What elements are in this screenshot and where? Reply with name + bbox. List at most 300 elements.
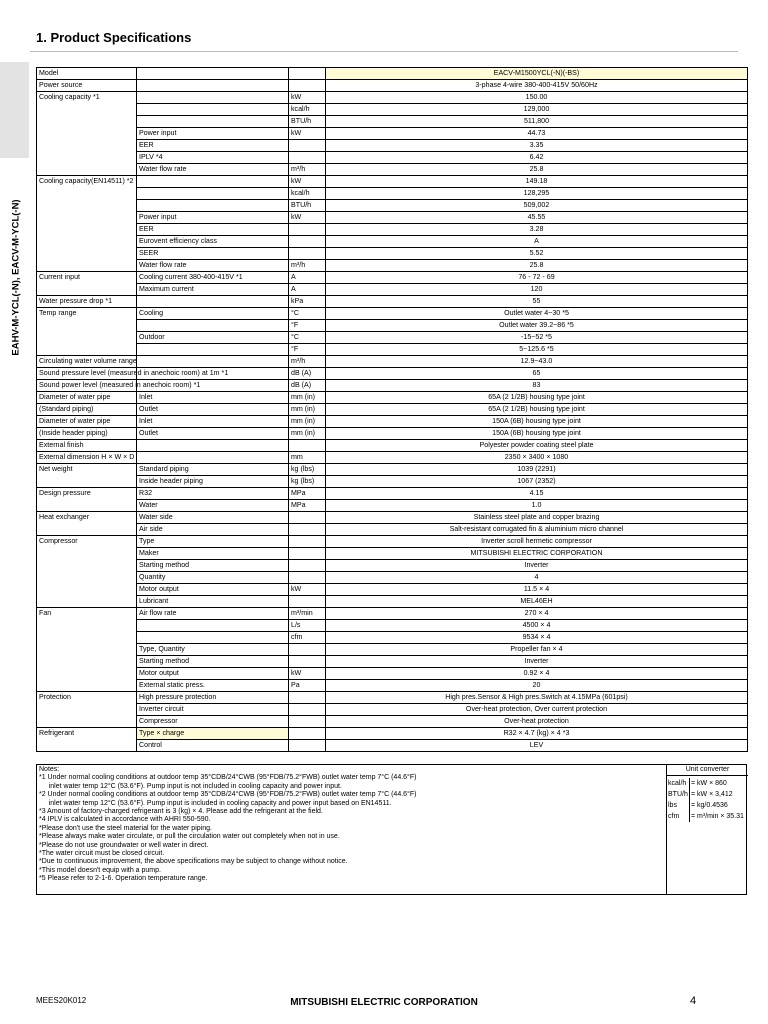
spec-subitem: Air side (137, 524, 289, 536)
spec-unit: kcal/h (289, 104, 326, 116)
spec-row (37, 344, 748, 356)
spec-item: Cooling capacity(EN14511) *2 (37, 176, 137, 188)
spec-item (37, 548, 137, 560)
spec-row (37, 224, 748, 236)
converter-row (667, 778, 748, 789)
spec-value: 0.92 × 4 (326, 668, 748, 680)
spec-item (37, 344, 137, 356)
spec-row (37, 488, 748, 500)
spec-item: External dimension H × W × D (37, 452, 137, 464)
spec-subitem: IPLV *4 (137, 152, 289, 164)
converter-formula: = kg/0.4536 (691, 802, 728, 809)
spec-unit: °F (289, 344, 326, 356)
spec-subitem: Water (137, 500, 289, 512)
spec-unit (289, 644, 326, 656)
spec-value: 4.15 (326, 488, 748, 500)
spec-item (37, 596, 137, 608)
spec-unit (289, 248, 326, 260)
note-line: *Due to continuous improvement, the above specifications may be subject to change without notice. (39, 858, 348, 866)
spec-item (37, 656, 137, 668)
spec-unit (289, 68, 326, 80)
spec-unit: kW (289, 128, 326, 140)
spec-unit (289, 716, 326, 728)
spec-subitem: Control (137, 740, 289, 752)
spec-value: 1067 (2352) (326, 476, 748, 488)
notes-title: Notes: (39, 766, 60, 773)
spec-item (37, 500, 137, 512)
spec-unit (289, 524, 326, 536)
spec-row (37, 188, 748, 200)
spec-unit: kcal/h (289, 188, 326, 200)
page-title: 1. Product Specifications (36, 30, 192, 45)
spec-subitem: Standard piping (137, 464, 289, 476)
spec-value: 6.42 (326, 152, 748, 164)
spec-item (37, 524, 137, 536)
converter-row (667, 789, 748, 800)
spec-value: 3.28 (326, 224, 748, 236)
note-line: *Please do not use groundwater or well water in direct. (39, 841, 209, 849)
spec-value: MITSUBISHI ELECTRIC CORPORATION (326, 548, 748, 560)
spec-unit: m³/h (289, 356, 326, 368)
spec-value: 76 - 72 - 69 (326, 272, 748, 284)
note-line: *Please don't use the steel material for the water piping. (39, 824, 212, 832)
spec-row (37, 272, 748, 284)
spec-subitem: Starting method (137, 656, 289, 668)
spec-unit (289, 692, 326, 704)
spec-unit (289, 740, 326, 752)
converter-formula: = kW × 860 (691, 780, 727, 787)
note-line: *2 Under normal cooling conditions at outdoor temp 35°CDB/24°CWB (95°FDB/75.2°FWB) outlet water temp 7°C (44.6°F) (39, 791, 417, 799)
spec-row (37, 716, 748, 728)
spec-value: Salt-resistant corrugated fin & aluminium micro channel (326, 524, 748, 536)
spec-value: 3.35 (326, 140, 748, 152)
note-line: *4 IPLV is calculated in accordance with AHRI 550-590. (39, 816, 211, 824)
spec-item (37, 716, 137, 728)
spec-value: 45.55 (326, 212, 748, 224)
spec-unit: BTU/h (289, 200, 326, 212)
spec-row (37, 164, 748, 176)
spec-row (37, 416, 748, 428)
spec-row (37, 668, 748, 680)
spec-row (37, 104, 748, 116)
spec-value: Outlet water 39.2~86 *5 (326, 320, 748, 332)
notes-list (37, 765, 667, 894)
spec-subitem: Motor output (137, 584, 289, 596)
spec-value: 149.18 (326, 176, 748, 188)
spec-value: 55 (326, 296, 748, 308)
spec-value: 12.9~43.0 (326, 356, 748, 368)
spec-item: Design pressure (37, 488, 137, 500)
unit-converter-title: Unit converter (667, 765, 748, 776)
spec-row (37, 452, 748, 464)
spec-row (37, 524, 748, 536)
spec-unit: kW (289, 176, 326, 188)
spec-item: Fan (37, 608, 137, 620)
spec-unit (289, 560, 326, 572)
spec-item (37, 704, 137, 716)
spec-unit (289, 536, 326, 548)
spec-value: 1.0 (326, 500, 748, 512)
spec-value: Propeller fan × 4 (326, 644, 748, 656)
note-line: *3 Amount of factory-charged refrigerant is 3 (kg) × 4. Please add the refrigerant at the field. (39, 808, 323, 816)
spec-unit: °C (289, 308, 326, 320)
spec-subitem: Inlet (137, 416, 289, 428)
spec-unit (289, 440, 326, 452)
spec-row (37, 692, 748, 704)
spec-subitem: Maximum current (137, 284, 289, 296)
spec-subitem (137, 344, 289, 356)
spec-subitem: Water side (137, 512, 289, 524)
spec-value: High pres.Sensor & High pres.Switch at 4.15MPa (601psi) (326, 692, 748, 704)
spec-item (37, 668, 137, 680)
spec-subitem: EER (137, 140, 289, 152)
converter-row (667, 800, 748, 811)
spec-unit: cfm (289, 632, 326, 644)
spec-unit: L/s (289, 620, 326, 632)
spec-value: 20 (326, 680, 748, 692)
spec-item (37, 104, 137, 116)
spec-item (37, 236, 137, 248)
spec-row (37, 80, 748, 92)
spec-subitem: Inverter circuit (137, 704, 289, 716)
spec-subitem: EER (137, 224, 289, 236)
spec-value: Outlet water 4~30 *5 (326, 308, 748, 320)
spec-row (37, 620, 748, 632)
spec-row (37, 296, 748, 308)
spec-unit: kg (lbs) (289, 476, 326, 488)
spec-value: MEL46EH (326, 596, 748, 608)
spec-subitem: Power input (137, 128, 289, 140)
spec-value: 65A (2 1/2B) housing type joint (326, 404, 748, 416)
spec-subitem (137, 296, 289, 308)
spec-subitem: Outlet (137, 404, 289, 416)
spec-subitem (137, 356, 289, 368)
spec-row (37, 308, 748, 320)
spec-unit: mm (in) (289, 428, 326, 440)
note-line: inlet water temp 12°C (53.6°F). Pump input is not included in cooling capacity and power input. (39, 782, 342, 790)
spec-item (37, 224, 137, 236)
spec-value: Inverter (326, 656, 748, 668)
spec-row (37, 356, 748, 368)
spec-row (37, 512, 748, 524)
spec-subitem: Cooling (137, 308, 289, 320)
spec-row (37, 140, 748, 152)
spec-value: 509,002 (326, 200, 748, 212)
spec-row (37, 644, 748, 656)
spec-row (37, 584, 748, 596)
spec-subitem (137, 620, 289, 632)
spec-item: Temp range (37, 308, 137, 320)
spec-row (37, 608, 748, 620)
converter-unit: lbs (667, 800, 690, 811)
spec-item (37, 116, 137, 128)
spec-subitem: Compressor (137, 716, 289, 728)
spec-unit: kg (lbs) (289, 464, 326, 476)
page-number: 4 (690, 995, 697, 1007)
spec-unit: MPa (289, 500, 326, 512)
spec-unit: Pa (289, 680, 326, 692)
spec-value: 4500 × 4 (326, 620, 748, 632)
spec-item: Circulating water volume range (37, 356, 137, 368)
spec-subitem (137, 632, 289, 644)
spec-value: 120 (326, 284, 748, 296)
converter-formula: = kW × 3,412 (691, 791, 733, 798)
spec-item: Water pressure drop *1 (37, 296, 137, 308)
spec-subitem (137, 188, 289, 200)
spec-item (37, 248, 137, 260)
spec-unit: kW (289, 212, 326, 224)
spec-unit: kW (289, 668, 326, 680)
spec-value: R32 × 4.7 (kg) × 4 *3 (326, 728, 748, 740)
spec-value: 128,295 (326, 188, 748, 200)
spec-subitem: Inside header piping (137, 476, 289, 488)
spec-item (37, 476, 137, 488)
spec-value: 65 (326, 368, 748, 380)
note-line: inlet water temp 12°C (53.6°F). Pump input is included in cooling capacity and power input based on EN14511. (39, 799, 392, 807)
spec-item (37, 284, 137, 296)
spec-subitem (137, 116, 289, 128)
document-code: MEES20K012 (36, 996, 87, 1005)
note-line: *This model doesn't equip with a pump. (39, 866, 161, 874)
spec-value: 150.00 (326, 92, 748, 104)
spec-unit: °C (289, 332, 326, 344)
spec-subitem: High pressure protection (137, 692, 289, 704)
spec-subitem (137, 80, 289, 92)
spec-row (37, 332, 748, 344)
note-line: *Please always make water circulate, or pull the circulation water out completely when not in use. (39, 833, 340, 841)
spec-subitem: Starting method (137, 560, 289, 572)
spec-value: Polyester powder coating steel plate (326, 440, 748, 452)
spec-value: 4 (326, 572, 748, 584)
spec-item: Sound pressure level (measured in anechoic room) at 1m *1 (37, 368, 137, 380)
spec-item (37, 152, 137, 164)
spec-value: A (326, 236, 748, 248)
spec-unit (289, 224, 326, 236)
spec-value: 2350 × 3400 × 1080 (326, 452, 748, 464)
spec-item: External finish (37, 440, 137, 452)
spec-subitem: Lubricant (137, 596, 289, 608)
spec-item: Sound power level (measured in anechoic room) *1 (37, 380, 137, 392)
spec-subitem: R32 (137, 488, 289, 500)
spec-unit: mm (in) (289, 416, 326, 428)
spec-value: 150A (6B) housing type joint (326, 428, 748, 440)
spec-subitem (137, 320, 289, 332)
spec-subitem: Outdoor (137, 332, 289, 344)
spec-value: 25.8 (326, 260, 748, 272)
spec-unit: m³/h (289, 164, 326, 176)
spec-row (37, 476, 748, 488)
spec-unit: MPa (289, 488, 326, 500)
spec-value: 5~125.6 *5 (326, 344, 748, 356)
spec-unit: mm (289, 452, 326, 464)
spec-unit (289, 704, 326, 716)
spec-row (37, 284, 748, 296)
spec-value: Stainless steel plate and copper brazing (326, 512, 748, 524)
spec-unit: dB (A) (289, 380, 326, 392)
spec-row (37, 728, 748, 740)
spec-subitem (137, 200, 289, 212)
converter-unit: cfm (667, 811, 690, 822)
spec-unit: mm (in) (289, 404, 326, 416)
spec-item (37, 164, 137, 176)
spec-subitem: Water flow rate (137, 260, 289, 272)
spec-value: 129,000 (326, 104, 748, 116)
spec-subitem: Quantity (137, 572, 289, 584)
spec-value: 150A (6B) housing type joint (326, 416, 748, 428)
converter-unit: BTU/h (668, 791, 688, 798)
spec-item: Model (37, 68, 137, 80)
spec-row (37, 200, 748, 212)
spec-unit: kW (289, 584, 326, 596)
spec-unit (289, 656, 326, 668)
spec-subitem: Motor output (137, 668, 289, 680)
spec-unit: m³/h (289, 260, 326, 272)
spec-subitem: Type (137, 536, 289, 548)
spec-unit: A (289, 284, 326, 296)
spec-row (37, 116, 748, 128)
notes-box (36, 764, 747, 895)
spec-item (37, 128, 137, 140)
spec-value: 9534 × 4 (326, 632, 748, 644)
spec-unit (289, 80, 326, 92)
spec-item (37, 320, 137, 332)
spec-row (37, 464, 748, 476)
spec-item: Refrigerant (37, 728, 137, 740)
spec-row (37, 152, 748, 164)
spec-row (37, 572, 748, 584)
spec-item: Heat exchanger (37, 512, 137, 524)
spec-value: 44.73 (326, 128, 748, 140)
spec-unit (289, 572, 326, 584)
spec-item (37, 188, 137, 200)
spec-subitem: Maker (137, 548, 289, 560)
spec-unit (289, 728, 326, 740)
spec-row (37, 320, 748, 332)
spec-item: Compressor (37, 536, 137, 548)
spec-subitem (137, 68, 289, 80)
spec-item (37, 632, 137, 644)
spec-row (37, 536, 748, 548)
spec-subitem (137, 176, 289, 188)
title-divider (30, 51, 738, 52)
spec-subitem: Water flow rate (137, 164, 289, 176)
spec-row (37, 656, 748, 668)
spec-table (36, 67, 748, 752)
spec-row (37, 560, 748, 572)
note-line: *The water circuit must be closed circuit. (39, 850, 165, 858)
spec-subitem: Air flow rate (137, 608, 289, 620)
spec-row (37, 392, 748, 404)
footer-corporation: MITSUBISHI ELECTRIC CORPORATION (290, 997, 478, 1008)
spec-row (37, 704, 748, 716)
converter-row (667, 811, 748, 822)
spec-value: Inverter (326, 560, 748, 572)
spec-value: 65A (2 1/2B) housing type joint (326, 392, 748, 404)
spec-item: Diameter of water pipe (37, 392, 137, 404)
spec-value: 5.52 (326, 248, 748, 260)
spec-unit: °F (289, 320, 326, 332)
spec-item (37, 584, 137, 596)
spec-subitem (137, 452, 289, 464)
spec-item: Current input (37, 272, 137, 284)
spec-item: (Standard piping) (37, 404, 137, 416)
spec-subitem: Power input (137, 212, 289, 224)
spec-item: Cooling capacity *1 (37, 92, 137, 104)
spec-value: 1039 (2291) (326, 464, 748, 476)
spec-unit (289, 596, 326, 608)
spec-value: 83 (326, 380, 748, 392)
spec-value: EACV-M1500YCL(-N)(-BS) (326, 68, 748, 80)
converter-formula: = m³/min × 35.31 (691, 813, 744, 820)
spec-subitem (137, 104, 289, 116)
spec-row (37, 176, 748, 188)
spec-item (37, 620, 137, 632)
spec-unit: m³/min (289, 608, 326, 620)
spec-subitem (137, 92, 289, 104)
spec-value: 25.8 (326, 164, 748, 176)
spec-row (37, 632, 748, 644)
spec-row (37, 236, 748, 248)
spec-item (37, 260, 137, 272)
note-line: *1 Under normal cooling conditions at outdoor temp 35°CDB/24°CWB (95°FDB/75.2°FWB) outlet water temp 7°C (44.6°F) (39, 774, 417, 782)
spec-item (37, 332, 137, 344)
spec-row (37, 128, 748, 140)
spec-row (37, 248, 748, 260)
spec-subitem: Type × charge (137, 728, 289, 740)
spec-row (37, 500, 748, 512)
spec-row (37, 428, 748, 440)
spec-unit (289, 548, 326, 560)
spec-item: Protection (37, 692, 137, 704)
spec-row (37, 740, 748, 752)
unit-converter (667, 765, 748, 822)
spec-item: Diameter of water pipe (37, 416, 137, 428)
spec-item (37, 140, 137, 152)
note-line: *5 Please refer to 2-1-6. Operation temperature range. (39, 875, 208, 883)
side-tab (0, 62, 29, 158)
spec-unit (289, 140, 326, 152)
spec-subitem: Cooling current 380-400-415V *1 (137, 272, 289, 284)
spec-subitem: Outlet (137, 428, 289, 440)
spec-unit: mm (in) (289, 392, 326, 404)
spec-value: 11.5 × 4 (326, 584, 748, 596)
spec-value: -15~52 *5 (326, 332, 748, 344)
spec-row (37, 68, 748, 80)
spec-value: Over-heat protection (326, 716, 748, 728)
spec-item: Power source (37, 80, 137, 92)
spec-subitem: External static press. (137, 680, 289, 692)
spec-row (37, 404, 748, 416)
spec-unit (289, 236, 326, 248)
spec-value: 3-phase 4-wire 380-400-415V 50/60Hz (326, 80, 748, 92)
spec-item (37, 560, 137, 572)
spec-row (37, 380, 748, 392)
spec-subitem (137, 440, 289, 452)
spec-subitem: Eurovent efficiency class (137, 236, 289, 248)
spec-row (37, 440, 748, 452)
spec-unit: BTU/h (289, 116, 326, 128)
spec-row (37, 596, 748, 608)
spec-value: Over-heat protection, Over current protection (326, 704, 748, 716)
spec-unit: kW (289, 92, 326, 104)
spec-row (37, 260, 748, 272)
spec-value: 270 × 4 (326, 608, 748, 620)
spec-subitem: Type, Quantity (137, 644, 289, 656)
spec-row (37, 212, 748, 224)
converter-unit: kcal/h (667, 778, 690, 789)
spec-item (37, 212, 137, 224)
spec-subitem: Inlet (137, 392, 289, 404)
